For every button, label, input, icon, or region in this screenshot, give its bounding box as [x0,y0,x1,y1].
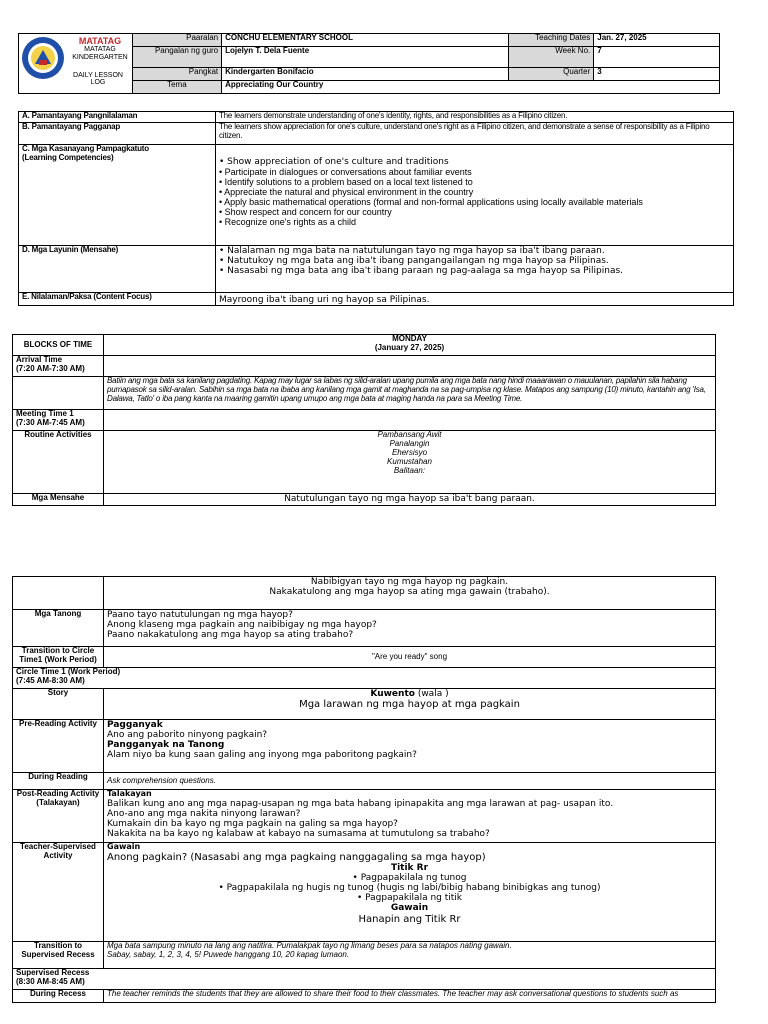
recess-label: Supervised Recess [16,968,90,977]
label-theme: Tema [132,81,222,94]
trans2-text: Sabay, sabay, 1, 2, 3, 4, 5! Puwede hanggang 10, 20 kapag lumaon. [107,949,350,959]
competency-item: • Apply basic mathematical operations (formal and non-formal applications using locally available materials [219,197,730,207]
brand-line: KINDERGARTEN [72,53,128,61]
circle-label-cell [13,668,716,689]
routine-item: Balitaan: [393,465,426,475]
tanong-item: Paano nakakatulong ang mga hayop sa ating trabaho? [107,630,354,641]
meeting-time: (7:30 AM-7:45 AM) [16,417,85,427]
value-dates: Jan. 27, 2025 [594,34,720,47]
tanong-item: Paano tayo natutulungan ng mga hayop? [107,610,293,620]
pre-label: Pre-Reading Activity [13,720,104,773]
value-theme: Appreciating Our Country [222,81,720,94]
competency-item: • Recognize one's rights as a child [219,217,730,227]
label-dates: Teaching Dates [508,34,593,47]
post-item: Nakakita na ba kayo ng kalabaw at kabayo na sumasama at tumutulong sa trabaho? [107,829,490,840]
post-heading: Talakayan [107,789,152,798]
routine-label: Routine Activities [13,431,104,494]
arrival-label: Arrival Time [16,355,63,364]
post-label2: (Talakayan) [36,797,80,807]
meeting-label: Meeting Time 1 [16,409,74,418]
label-c-line1: C. Mga Kasanayang Pampagkatuto [22,144,149,153]
value-school: CONCHU ELEMENTARY SCHOOL [222,34,509,47]
competency-item: • Show appreciation of one's culture and traditions [219,157,730,167]
post-label-cell [13,790,104,843]
competencies-list [219,157,730,228]
label-section: Pangkat [132,68,222,81]
message-line: Nakakatulong ang mga hayop sa ating mga gawain (trabaho). [269,587,550,598]
pre-text: Ano ang paborito ninyong pagkain? [107,730,268,741]
objective-item: • Natutukoy ng mga bata ang iba't ibang pangangailangan ng mga hayop sa Pilipinas. [219,256,730,266]
col-head-blocks: BLOCKS OF TIME [13,335,104,356]
cont-blank [13,577,104,610]
mensahe-label: Mga Mensahe [13,494,104,506]
label-b: B. Pamantayang Pagganap [19,123,216,145]
pre-heading: Pangganyak na Tanong [107,740,225,751]
label-teacher: Pangalan ng guro [132,47,222,68]
during-recess-label: During Recess [13,990,104,1003]
tanong-list [104,610,716,647]
ts-item: • Pagpapakilala ng tunog [107,873,712,883]
mensahe-text: Natutulungan tayo ng mga hayop sa iba't bang paraan. [104,494,716,506]
value-week: 7 [594,47,720,68]
ts-item: • Pagpapakilala ng hugis ng tunog (hugis ng labi/bibig habang binibigkas ang tunog) [107,883,712,893]
transition-label: Transition to Circle Time1 (Work Period) [13,647,104,668]
routine-item: Kumustahan [387,456,432,466]
message-line: Nabibigyan tayo ng mga hayop ng pagkain. [310,577,509,587]
objectives-list [219,246,730,276]
ts-label: Teacher-Supervised Activity [13,843,104,942]
text-e: Mayroong iba't ibang uri ng hayop sa Pilipinas. [216,293,734,306]
objectives-list-cell [216,246,734,293]
story-cell [104,689,716,720]
label-d: D. Mga Layunin (Mensahe) [19,246,216,293]
ts-heading: Gawain [107,842,141,851]
brand-block [69,36,131,61]
day-date: (January 27, 2025) [374,342,445,352]
value-quarter: 3 [594,68,720,81]
post-cell [104,790,716,843]
meeting-empty [104,410,716,431]
text-a: The learners demonstrate understanding of one's identity, rights, and responsibilities as a Filipino citizen. [216,112,734,123]
circle-label: Circle Time 1 (Work Period) [16,667,121,676]
during-label: During Reading [13,773,104,790]
routine-list-cell [104,431,716,494]
brand-logo: MATATAG [78,36,122,46]
blocks-table [12,334,716,506]
post-label: Post-Reading Activity [16,789,100,798]
post-item: Balikan kung ano ang mga napag-usapan ng mga bata habang ipinapakita ang mga larawan at pag- usapan ito. [107,798,614,809]
ts-hanapin: Hanapin ang Titik Rr [358,913,461,925]
col-head-day [104,335,716,356]
routine-item: Pambansang Awit [377,430,442,439]
trans2-text: Mga bata sampung minuto na lang ang natitira. Pumalakpak tayo ng limang beses para sa natapos nating gawain. [107,941,512,950]
value-teacher: Lojelyn T. Dela Fuente [222,47,509,68]
label-c-line2: (Learning Competencies) [22,152,114,162]
during-recess-text: The teacher reminds the students that they are allowed to share their food to their classmates. The teacher may ask conversational questions to students such as [104,990,716,1003]
post-item: Kumakain din ba kayo ng mga pagkain na galing sa mga hayop? [107,819,398,830]
cont-messages [104,577,716,610]
tanong-item: Anong klaseng mga pagkain ang naibibigay ng mga hayop? [107,620,377,631]
brand-line: MATATAG [84,46,116,54]
pre-text: Alam niyo ba kung saan galing ang inyong mga paboritong pagkain? [107,750,417,761]
ts-gawain2: Gawain [390,903,429,914]
label-school: Paaralan [132,34,222,47]
post-item: Ano-ano ang mga nakita ninyong larawan? [107,809,301,820]
routine-item: Ehersisyo [391,447,428,457]
circle-time: (7:45 AM-8:30 AM) [16,675,85,685]
recess-time: (8:30 AM-8:45 AM) [16,976,85,986]
pre-cell [104,720,716,773]
objective-item: • Nasasabi ng mga bata ang iba't ibang paraan ng pag-aalaga sa mga hayop sa Pilipinas. [219,266,730,276]
story-title-note: (wala ) [417,689,449,699]
competency-item: • Identify solutions to a problem based on a local text listened to [219,177,730,187]
ts-cell [104,843,716,942]
story-label: Story [13,689,104,720]
label-a: A. Pamantayang Pangnilalaman [19,112,216,123]
competency-item: • Appreciate the natural and physical environment in the country [219,187,730,197]
objective-item: • Nalalaman ng mga bata na natutulungan tayo ng mga hayop sa iba't ibang paraan. [219,246,730,256]
routine-item: Panalangin [389,438,430,448]
text-b: The learners show appreciation for one's culture, understand one's right as a Filipino citizen, and demonstrate a sense of responsibility as a Filipino citizen. [216,123,734,145]
ts-item: • Pagpapakilala ng titik [107,893,712,903]
meeting-label-cell [13,410,104,431]
during-text: Ask comprehension questions. [104,773,716,790]
transition-text: "Are you ready" song [104,647,716,668]
trans2-label: Transition to Supervised Recess [13,942,104,969]
competency-item: • Participate in dialogues or conversations about familiar events [219,167,730,177]
deped-seal-icon [21,36,65,80]
competency-item: • Show respect and concern for our country [219,207,730,217]
competencies-list-cell [216,145,734,246]
story-sub: Mga larawan ng mga hayop at mga pagkain [299,699,520,711]
blocks-table-continued [12,576,716,1003]
trans2-cell [104,942,716,969]
objectives-table [18,111,734,306]
pre-heading: Pagganyak [107,720,163,730]
ts-line: Anong pagkain? (Nasasabi ang mga pagkaing nanggagaling sa mga hayop) [107,851,486,863]
label-e: E. Nilalaman/Paksa (Content Focus) [19,293,216,306]
arrival-empty [104,356,716,377]
label-c [19,145,216,246]
arrival-label-cell [13,356,104,377]
arrival-time: (7:20 AM-7:30 AM) [16,363,85,373]
tanong-label: Mga Tanong [13,610,104,647]
day-name: MONDAY [392,334,427,343]
ts-titik: Titik Rr [390,863,429,874]
arrival-text: Batiin ang mga bata sa kanilang pagdating. Kapag may lugar sa labas ng silid-aralan upang pumila ang mga bata nang hindi maaarawan o mauulanan, papilahin sila habang pumapasok sa silid-aralan. Sabihin sa mga bata na ibaba ang kanilang mga gamit at maghanda na sa pag-umpisa ng klase. Matapos ang sampung (10) minuto, kantahin ang 'Isa, Dalawa, Tatlo' o iba pang kanta na maaring gamitin upang umupo ang mga bata at maging handa na para sa Meeting Time. [104,377,716,410]
value-section: Kindergarten Bonifacio [222,68,509,81]
story-title: Kuwento [370,689,415,699]
arrival-blank [13,377,104,410]
label-week: Week No. [508,47,593,68]
brand-log-label: DAILY LESSON LOG [73,72,123,86]
recess-label-cell [13,969,716,990]
label-quarter: Quarter [508,68,593,81]
